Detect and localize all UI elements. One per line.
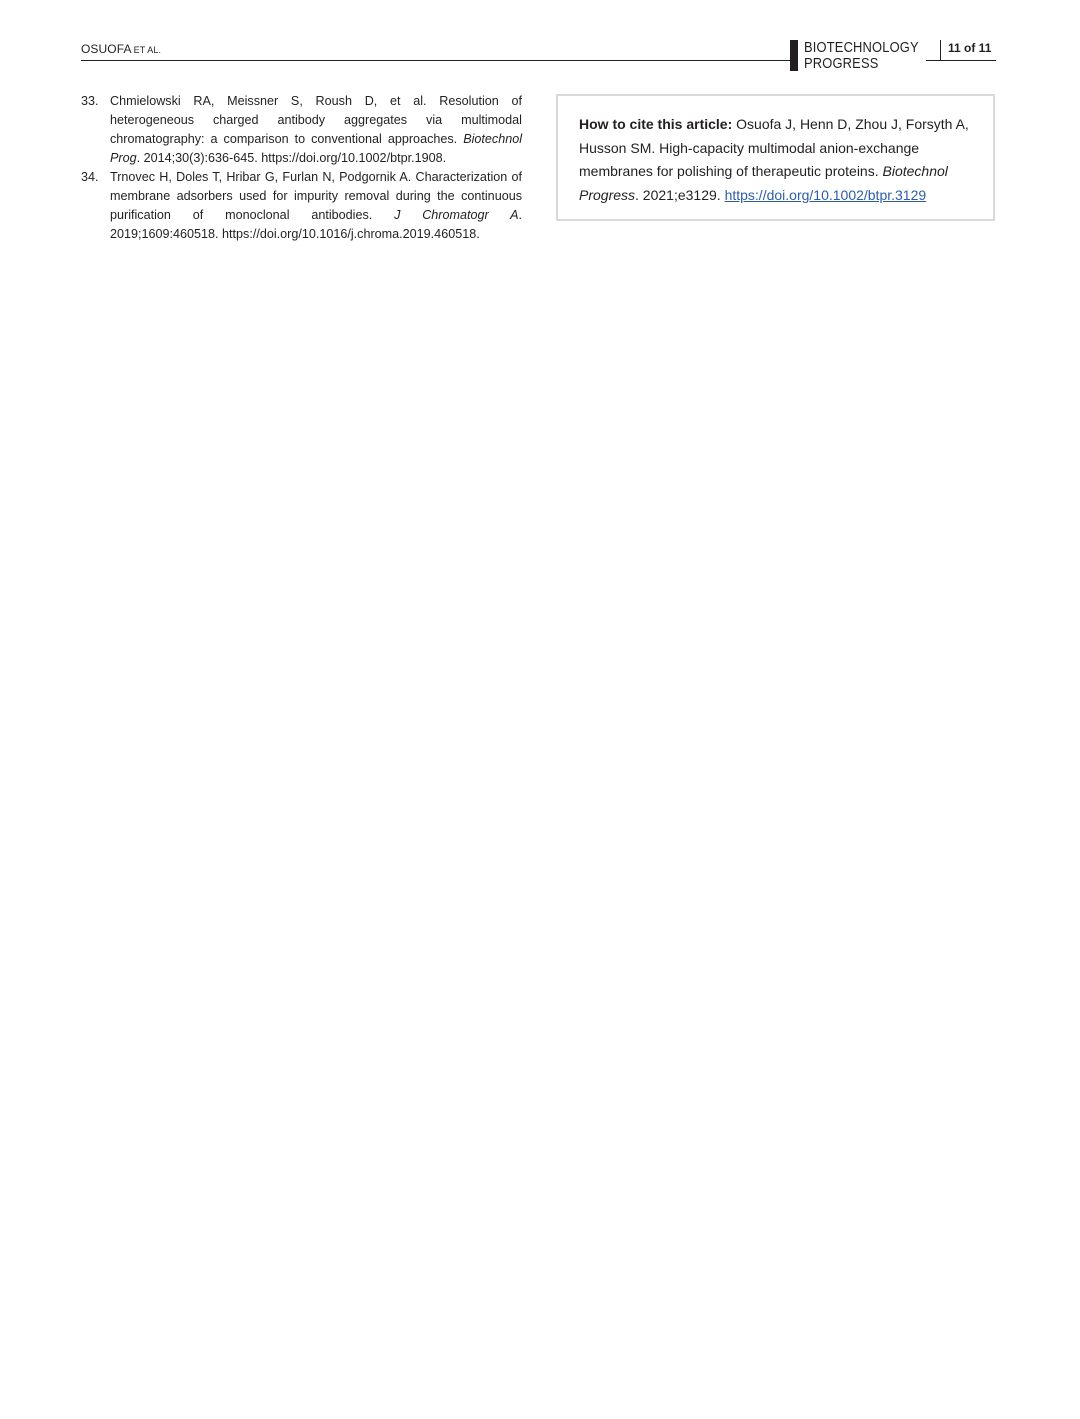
reference-text-main: Chmielowski RA, Meissner S, Roush D, et al. Resolution of heterogeneous charged antibody aggregates via multimodal chromatography: a comparison to conventional approaches. xyxy=(110,94,522,146)
running-head xyxy=(81,42,161,56)
folio-rule xyxy=(926,60,996,61)
doi-link[interactable]: https://doi.org/10.1002/btpr.3129 xyxy=(724,186,927,203)
how-to-cite-box xyxy=(556,94,995,221)
citation-journal: Biotechnol Progress xyxy=(579,163,948,203)
logo-text xyxy=(804,40,955,71)
reference-text-details: . 2019;1609:460518. https://doi.org/10.1016/j.chroma.2019.460518. xyxy=(110,208,522,241)
how-to-cite-label: How to cite this article: xyxy=(579,116,733,132)
reference-journal: Biotechnol Prog xyxy=(110,132,522,165)
citation-details: . 2021;e3129. xyxy=(635,186,725,203)
page-number: 11 of 11 xyxy=(948,41,992,55)
reference-number: 33. xyxy=(81,94,99,108)
citation-text: Osuofa J, Henn D, Zhou J, Forsyth A, Husson SM. High-capacity multimodal anion-exchange membranes for polishing of therapeutic proteins. xyxy=(579,116,969,179)
reference-number: 34. xyxy=(81,170,99,184)
header-rule xyxy=(81,60,790,61)
reference-item xyxy=(81,92,522,168)
reference-list xyxy=(81,92,522,244)
reference-text xyxy=(110,92,522,168)
reference-journal: J Chromatogr A xyxy=(394,208,519,222)
running-head-et-al: ET AL. xyxy=(133,45,162,55)
journal-name-line2: PROGRESS xyxy=(804,55,879,72)
reference-text-details: . 2014;30(3):636-645. https://doi.org/10.1002/btpr.1908. xyxy=(136,151,447,165)
reference-text xyxy=(110,168,522,244)
running-head-authors: OSUOFA xyxy=(81,42,132,56)
reference-item xyxy=(81,168,522,244)
journal-name-line1: BIOTECHNOLOGY xyxy=(804,39,919,56)
folio-divider xyxy=(940,40,941,60)
logo-bar xyxy=(790,40,798,71)
reference-text-main: Trnovec H, Doles T, Hribar G, Furlan N, Podgornik A. Characterization of membrane adsorbers used for impurity removal during the continuous purification of monoclonal antibodies. xyxy=(110,170,522,222)
